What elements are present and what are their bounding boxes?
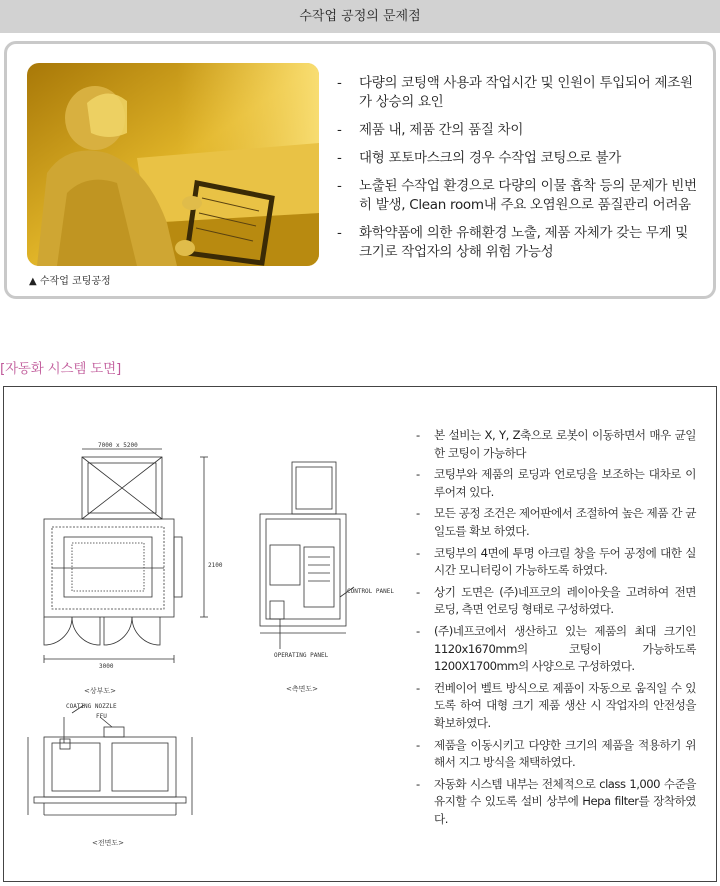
ffu-label: FFU (96, 713, 107, 720)
photo-caption: ▲ 수작업 코팅공정 (29, 276, 111, 287)
list-item: - 제품을 이동시키고 다양한 크기의 제품을 적용하기 위해서 지그 방식을 채택하였다. (416, 737, 696, 770)
problem-list (337, 74, 697, 271)
svg-text:2100: 2100 (208, 562, 223, 569)
section-title: [자동화 시스템 도면] (0, 361, 122, 377)
list-item: - (주)네프코에서 생산하고 있는 제품의 최대 크기인 1120x1670mm의 코팅이 가능하도록 1200X1700mm의 사양으로 구성하였다. (416, 623, 696, 674)
operating-panel-label: OPERATING PANEL (274, 652, 329, 659)
list-item: - 노출된 수작업 환경으로 다량의 이물 흡착 등의 문제가 빈번히 발생, Clean room내 주요 오염원으로 품질관리 어려움 (337, 178, 697, 213)
list-item: - 제품 내, 제품 간의 품질 차이 (337, 122, 524, 138)
list-item: - 대형 포토마스크의 경우 수작업 코팅으로 불가 (337, 150, 622, 166)
problem-panel (4, 41, 716, 299)
list-item: - 코팅부와 제품의 로딩과 언로딩을 보조하는 대차로 이루어져 있다. (416, 467, 696, 499)
page-title-bar (0, 0, 720, 33)
manual-coating-photo (27, 63, 319, 266)
svg-text:7000 x 5200: 7000 x 5200 (98, 442, 138, 449)
list-item: - 모든 공정 조건은 제어판에서 조절하여 높은 제품 간 균일도를 확보 하였다. (416, 506, 696, 538)
list-item: - 화학약품에 의한 유해환경 노출, 제품 자체가 갖는 무게 및 크기로 작업자의 상해 위험 가능성 (337, 225, 688, 260)
list-item: - 상기 도면은 (주)네프코의 레이아웃을 고려하여 전면 로딩, 측면 언로딩 형태로 구성하였다. (416, 584, 696, 617)
side-view-label: <측면도> (286, 685, 319, 693)
top-view-drawing (44, 449, 208, 663)
coating-nozzle-label: COATING NOZZLE (66, 703, 117, 710)
system-drawing-panel (3, 386, 717, 882)
system-drawing (4, 387, 414, 881)
list-item: - 본 설비는 X, Y, Z축으로 로봇이 이동하면서 매우 균일한 코팅이 가능하다 (416, 428, 696, 460)
front-view-label: <전면도> (92, 839, 125, 847)
system-feature-list (416, 427, 696, 832)
front-view-drawing (28, 705, 192, 815)
page-title: 수작업 공정의 문제점 (299, 9, 421, 24)
svg-text:3000: 3000 (99, 663, 114, 670)
list-item: - 자동화 시스템 내부는 전체적으로 class 1,000 수준을 유지할 수 있도록 설비 상부에 Hepa filter를 장착하였다. (416, 776, 696, 826)
top-view-label: <상부도> (84, 687, 117, 695)
list-item: - 다량의 코팅액 사용과 작업시간 및 인원이 투입되어 제조원가 상승의 요인 (337, 75, 693, 110)
list-item: - 컨베이어 벨트 방식으로 제품이 자동으로 움직일 수 있도록 하여 대형 크기 제품 생산 시 작업자의 안전성을 확보하였다. (416, 680, 696, 730)
list-item: - 코팅부의 4면에 투명 아크릴 창을 두어 공정에 대한 실시간 모니터링이 가능하도록 하였다. (416, 545, 696, 578)
side-view-drawing (260, 462, 354, 649)
control-panel-label: CONTROL PANEL (347, 588, 394, 595)
